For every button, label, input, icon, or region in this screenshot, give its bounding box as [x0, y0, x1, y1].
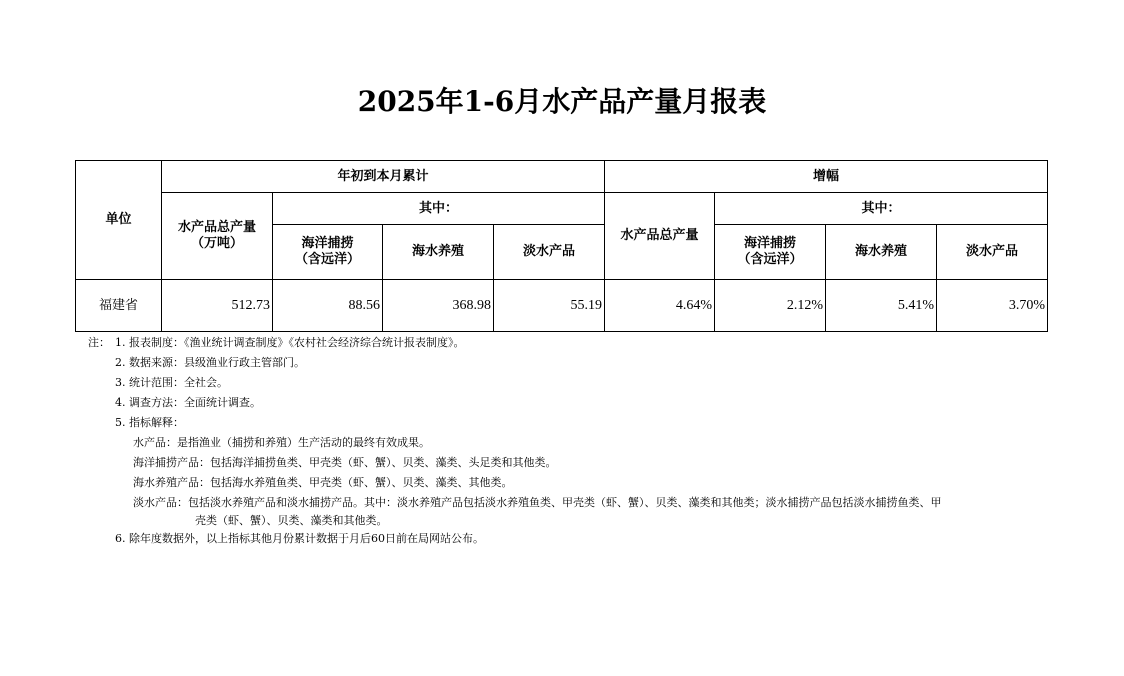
definition-freshwater	[88, 493, 1048, 529]
header-total-output-unit: （万吨）	[190, 236, 243, 251]
header-total-output-label: 水产品总产量	[177, 220, 256, 235]
row-unit-cell: 福建省	[76, 280, 162, 332]
mariculture-cell: 368.98	[383, 280, 494, 332]
header-of-which-growth: 其中：	[715, 193, 1048, 225]
note-1-text: 1. 报表制度：《渔业统计调查制度》《农村社会经济综合统计报表制度》。	[115, 336, 465, 349]
marine-catch-growth-cell: 2.12%	[715, 280, 826, 332]
header-freshwater: 淡水产品	[494, 225, 605, 280]
freshwater-cell: 55.19	[494, 280, 605, 332]
note-2: 2. 数据来源：县级渔业行政主管部门。	[115, 356, 305, 369]
header-marine-catch	[273, 225, 383, 280]
marine-catch-cell: 88.56	[273, 280, 383, 332]
definition-freshwater-line-2: 壳类（虾、蟹）、贝类、藻类和其他类。	[195, 514, 388, 527]
header-marine-catch-note: （含远洋）	[294, 252, 360, 267]
production-table	[75, 160, 1048, 332]
header-marine-catch-growth	[715, 225, 826, 280]
freshwater-growth-cell: 3.70%	[937, 280, 1048, 332]
page-title: 2025年1-6月水产品产量月报表	[357, 85, 767, 118]
header-mariculture: 海水养殖	[383, 225, 494, 280]
header-total-output	[162, 193, 273, 280]
note-3: 3. 统计范围：全社会。	[115, 376, 228, 389]
header-marine-catch-growth-note: （含远洋）	[737, 252, 803, 267]
total-growth-cell: 4.64%	[605, 280, 715, 332]
mariculture-growth-cell: 5.41%	[826, 280, 937, 332]
header-total-output-growth: 水产品总产量	[605, 193, 715, 280]
header-growth: 增幅	[605, 161, 1048, 193]
definition-mariculture: 海水养殖产品：包括海水养殖鱼类、甲壳类（虾、蟹）、贝类、藻类、其他类。	[133, 476, 513, 489]
note-4: 4. 调查方法：全面统计调查。	[115, 396, 261, 409]
definition-aquatic-products: 水产品：是指渔业（捕捞和养殖）生产活动的最终有效成果。	[133, 436, 430, 449]
note-6: 6. 除年度数据外，以上指标其他月份累计数据于月后60日前在局网站公布。	[115, 532, 484, 545]
header-marine-catch-label: 海洋捕捞	[301, 236, 354, 251]
header-marine-catch-growth-label: 海洋捕捞	[744, 236, 797, 251]
table-row	[76, 280, 1048, 332]
total-output-cell: 512.73	[162, 280, 273, 332]
header-of-which-cumulative: 其中：	[273, 193, 605, 225]
header-unit: 单位	[76, 161, 162, 280]
notes-prefix: 注：	[88, 336, 110, 349]
header-freshwater-growth: 淡水产品	[937, 225, 1048, 280]
header-cumulative: 年初到本月累计	[162, 161, 605, 193]
definition-freshwater-line-1: 淡水产品：包括淡水养殖产品和淡水捕捞产品。其中：淡水养殖产品包括淡水养殖鱼类、甲壳类（虾、蟹）、贝类、藻类和其他类；淡水捕捞产品包括淡水捕捞鱼类、甲	[133, 496, 942, 509]
notes-section	[88, 333, 1048, 549]
note-5: 5. 指标解释：	[115, 416, 184, 429]
header-mariculture-growth: 海水养殖	[826, 225, 937, 280]
note-1	[88, 333, 1048, 353]
definition-marine-catch: 海洋捕捞产品：包括海洋捕捞鱼类、甲壳类（虾、蟹）、贝类、藻类、头足类和其他类。	[133, 456, 557, 469]
